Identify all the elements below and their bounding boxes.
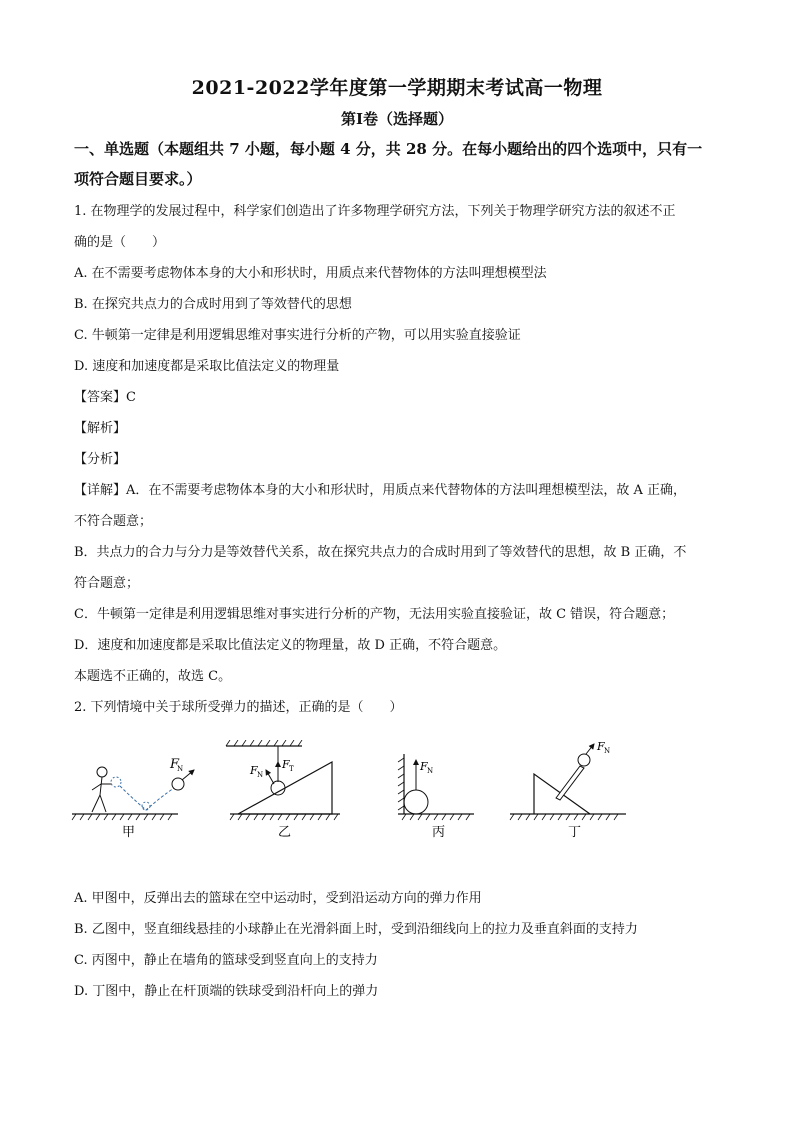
label-bing: 丙 <box>432 825 446 840</box>
bing-fn-label: F <box>420 760 428 773</box>
figure-bing <box>398 754 474 840</box>
yi-ft-label: F <box>282 758 290 771</box>
page-subtitle: 第Ⅰ卷（选择题） <box>340 110 454 128</box>
person-head <box>97 767 107 777</box>
figure-jia <box>72 757 194 840</box>
q1-fenxi-label: 【分析】 <box>74 452 127 467</box>
figure-ding <box>510 740 626 840</box>
section-heading-line1: 一、单选题（本题组共 7 小题，每小题 4 分，共 28 分。在每小题给出的四个选项中，只有一 <box>74 140 703 158</box>
q2-stem: 2. 下列情境中关于球所受弹力的描述，正确的是（ ） <box>74 700 403 715</box>
section-heading-line2: 项符合题目要求。） <box>74 170 202 188</box>
q2-option-b: B. 乙图中，竖直细线悬挂的小球静止在光滑斜面上时，受到沿细线向上的拉力及垂直斜面的支持力 <box>74 922 638 937</box>
q1-stem-line2: 确的是（ ） <box>74 235 166 250</box>
q2-option-a: A. 甲图中，反弹出去的篮球在空中运动时，受到沿运动方向的弹力作用 <box>74 891 482 906</box>
label-ding: 丁 <box>568 825 582 840</box>
q1-option-b: B. 在探究共点力的合成时用到了等效替代的思想 <box>74 297 352 312</box>
ball-bounce <box>142 802 150 810</box>
q1-detail-line3: B．共点力的合力与分力是等效替代关系，故在探究共点力的合成时用到了等效替代的思想，故 B 正确，不 <box>74 545 687 560</box>
bing-ball <box>404 790 428 814</box>
ball-start <box>111 777 121 787</box>
label-yi: 乙 <box>278 825 292 840</box>
label-jia: 甲 <box>122 825 136 840</box>
q1-detail-line5: C．牛顿第一定律是利用逻辑思维对事实进行分析的产物，无法用实验直接验证，故 C 错误，符合题意； <box>74 607 675 622</box>
ding-fn-label: F <box>597 740 605 753</box>
q1-jiexi-label: 【解析】 <box>74 421 127 436</box>
jia-force-label: F <box>170 757 180 772</box>
q1-option-a: A. 在不需要考虑物体本身的大小和形状时，用质点来代替物体的方法叫理想模型法 <box>74 266 547 281</box>
figure-yi <box>226 740 340 840</box>
q1-detail-line1: 【详解】A．在不需要考虑物体本身的大小和形状时，用质点来代替物体的方法叫理想模型法，故 A 正确， <box>74 483 687 498</box>
q1-detail-line6: D．速度和加速度都是采取比值法定义的物理量，故 D 正确，不符合题意。 <box>74 638 507 653</box>
yi-ft-sub: T <box>289 765 294 773</box>
q1-conclusion: 本题选不正确的，故选 C。 <box>74 669 232 684</box>
page-title: 2021-2022学年度第一学期期末考试高一物理 <box>191 77 603 99</box>
q2-option-d: D. 丁图中，静止在杆顶端的铁球受到沿杆向上的弹力 <box>74 984 379 999</box>
ding-ball <box>578 754 590 766</box>
q1-answer: 【答案】C <box>74 390 136 405</box>
q1-option-d: D. 速度和加速度都是采取比值法定义的物理量 <box>74 359 340 374</box>
q1-detail-line4: 符合题意； <box>74 576 140 591</box>
q2-option-c: C. 丙图中，静止在墙角的篮球受到竖直向上的支持力 <box>74 953 378 968</box>
bing-fn-sub: N <box>427 767 434 775</box>
ding-fn-sub: N <box>604 747 611 755</box>
q1-stem-line1: 1. 在物理学的发展过程中，科学家们创造出了许多物理学研究方法，下列关于物理学研究方法的叙述不正 <box>74 204 676 219</box>
yi-fn-sub: N <box>257 771 264 779</box>
jia-force-sub: N <box>177 765 184 773</box>
q1-detail-line2: 不符合题意； <box>74 514 153 529</box>
yi-fn-label: F <box>250 764 258 777</box>
q2-figure <box>70 740 730 840</box>
q1-option-c: C. 牛顿第一定律是利用逻辑思维对事实进行分析的产物，可以用实验直接验证 <box>74 328 521 343</box>
